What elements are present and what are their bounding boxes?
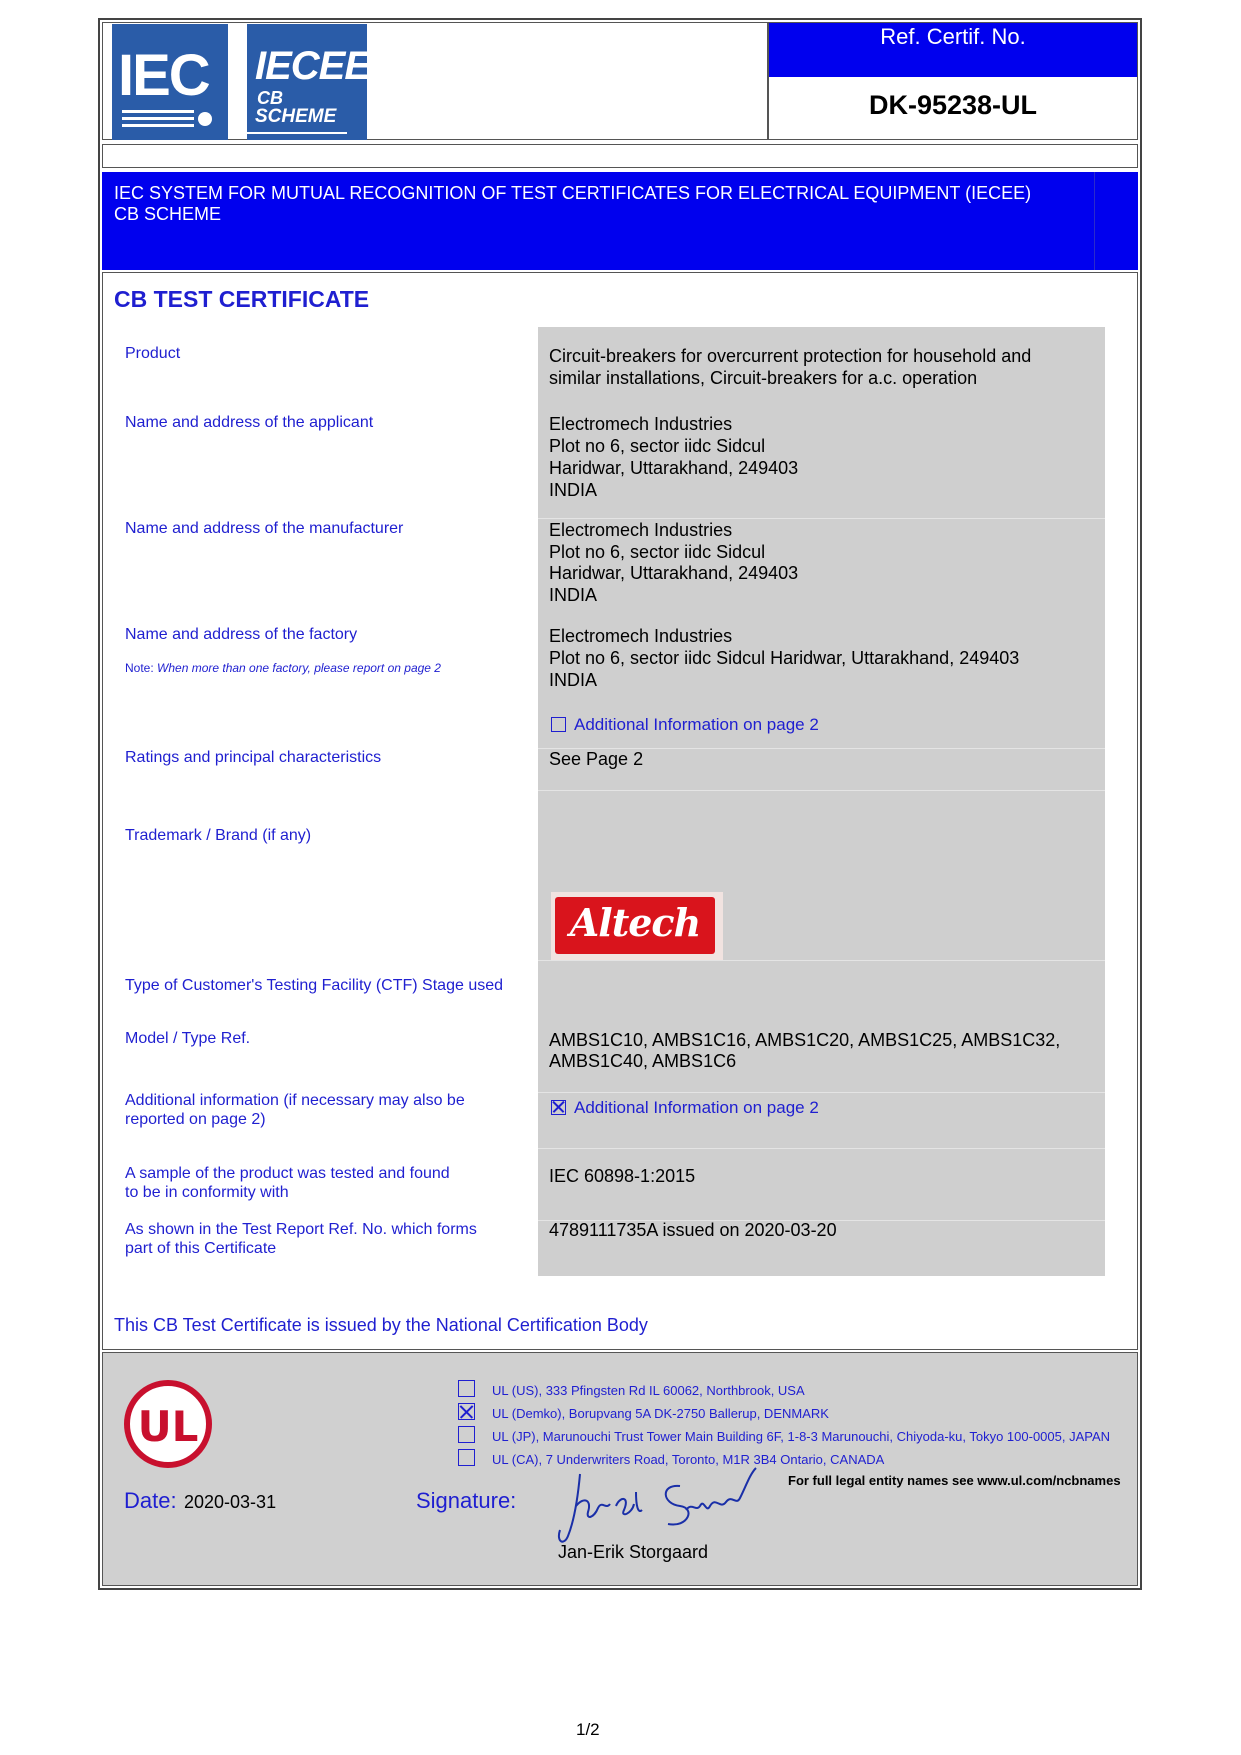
ncb-checkbox-ca[interactable] <box>458 1449 475 1466</box>
scheme-logo-text: SCHEME <box>255 106 337 127</box>
ratings-value: See Page 2 <box>549 749 644 769</box>
report-value: 4789111735A issued on 2020-03-20 <box>549 1220 837 1240</box>
ncb-item-ca-text: UL (CA), 7 Underwriters Road, Toronto, M1R 3B4 Ontario, CANADA <box>492 1452 885 1467</box>
applicant-line-4: INDIA <box>549 480 598 500</box>
factory-line-3: INDIA <box>549 670 598 690</box>
applicant-line-1: Electromech Industries <box>549 414 733 434</box>
factory-additional-info[interactable] <box>551 715 819 735</box>
factory-note <box>125 661 441 675</box>
addinfo-additional-text: Additional Information on page 2 <box>574 1098 819 1117</box>
cb-logo-text: CB <box>257 88 283 108</box>
model-label: Model / Type Ref. <box>125 1030 251 1047</box>
ncb-item-demko[interactable] <box>458 1403 829 1422</box>
addinfo-label-1: Additional information (if necessary may also be <box>125 1092 465 1109</box>
ratings-label: Ratings and principal characteristics <box>125 749 382 766</box>
factory-additional-text: Additional Information on page 2 <box>574 715 819 734</box>
factory-line-1: Electromech Industries <box>549 626 733 646</box>
ul-logo-text: UL <box>137 1402 199 1451</box>
ncb-item-jp-text: UL (JP), Marunouchi Trust Tower Main Building 6F, 1-8-3 Marunouchi, Chiyoda-ku, Tokyo 100-0005, JAPAN <box>492 1429 1111 1444</box>
applicant-line-3: Haridwar, Uttarakhand, 249403 <box>549 458 799 478</box>
sample-value: IEC 60898-1:2015 <box>549 1166 696 1186</box>
report-label-2: part of this Certificate <box>125 1240 277 1257</box>
manufacturer-label: Name and address of the manufacturer <box>125 520 404 537</box>
ctf-label: Type of Customer's Testing Facility (CTF) Stage used <box>125 977 504 994</box>
iec-logo <box>112 24 228 140</box>
product-label: Product <box>125 345 181 362</box>
certificate-title: CB TEST CERTIFICATE <box>114 286 370 312</box>
factory-note-text: When more than one factory, please report on page 2 <box>157 661 441 675</box>
iecee-cb-logo <box>247 24 371 140</box>
banner-line-1: IEC SYSTEM FOR MUTUAL RECOGNITION OF TEST CERTIFICATES FOR ELECTRICAL EQUIPMENT (IECEE) <box>114 183 1032 203</box>
date-value: 2020-03-31 <box>184 1492 277 1512</box>
factory-label: Name and address of the factory <box>125 626 358 643</box>
page-number: 1/2 <box>576 1720 600 1739</box>
model-value-2: AMBS1C40, AMBS1C6 <box>549 1051 737 1071</box>
ncb-item-us[interactable] <box>458 1380 805 1399</box>
signatory-name: Jan-Erik Storgaard <box>558 1542 709 1562</box>
applicant-line-2: Plot no 6, sector iidc Sidcul <box>549 436 766 456</box>
factory-line-2: Plot no 6, sector iidc Sidcul Haridwar, Uttarakhand, 249403 <box>549 648 1020 668</box>
banner-line-2: CB SCHEME <box>114 204 222 224</box>
signature-label: Signature: <box>416 1488 517 1513</box>
brand-logo <box>551 892 723 960</box>
ncb-checkbox-jp[interactable] <box>458 1426 475 1443</box>
model-value-1: AMBS1C10, AMBS1C16, AMBS1C20, AMBS1C25, AMBS1C32, <box>549 1030 1061 1050</box>
ncb-checkbox-demko-checked[interactable] <box>458 1403 475 1420</box>
ncb-item-jp[interactable] <box>458 1426 1110 1445</box>
trademark-label: Trademark / Brand (if any) <box>125 827 312 844</box>
manufacturer-line-1: Electromech Industries <box>549 520 733 540</box>
ncb-checkbox-us[interactable] <box>458 1380 475 1397</box>
addinfo-checkbox-checked[interactable] <box>551 1100 566 1115</box>
sample-label-1: A sample of the product was tested and found <box>125 1165 450 1182</box>
ncb-item-demko-text: UL (Demko), Borupvang 5A DK-2750 Ballerup, DENMARK <box>492 1406 829 1421</box>
manufacturer-line-4: INDIA <box>549 585 598 605</box>
product-value-1: Circuit-breakers for overcurrent protection for household and <box>549 346 1032 366</box>
factory-note-prefix: Note: <box>125 661 158 675</box>
product-value-2: similar installations, Circuit-breakers for a.c. operation <box>549 368 978 388</box>
ref-label: Ref. Certif. No. <box>880 24 1026 49</box>
iec-logo-text: IEC <box>118 43 209 108</box>
addinfo-label-2: reported on page 2) <box>125 1111 266 1128</box>
issued-by-statement: This CB Test Certificate is issued by the National Certification Body <box>114 1315 648 1335</box>
brand-logo-text: Altech <box>569 900 701 945</box>
iecee-logo-text: IECEE <box>255 44 371 88</box>
legal-entity-note: For full legal entity names see www.ul.com/ncbnames <box>788 1473 1121 1488</box>
addinfo-additional-info[interactable] <box>551 1098 819 1118</box>
date-label: Date: <box>124 1488 177 1513</box>
manufacturer-line-2: Plot no 6, sector iidc Sidcul <box>549 542 766 562</box>
factory-additional-checkbox[interactable] <box>551 717 566 732</box>
ncb-item-us-text: UL (US), 333 Pfingsten Rd IL 60062, Northbrook, USA <box>492 1383 805 1398</box>
separator-row <box>102 144 1138 168</box>
ref-number: DK-95238-UL <box>868 90 1038 120</box>
manufacturer-line-3: Haridwar, Uttarakhand, 249403 <box>549 563 799 583</box>
applicant-label: Name and address of the applicant <box>125 414 374 431</box>
sample-label-2: to be in conformity with <box>125 1184 289 1201</box>
ul-logo <box>122 1378 214 1470</box>
report-label-1: As shown in the Test Report Ref. No. which forms <box>125 1221 477 1238</box>
